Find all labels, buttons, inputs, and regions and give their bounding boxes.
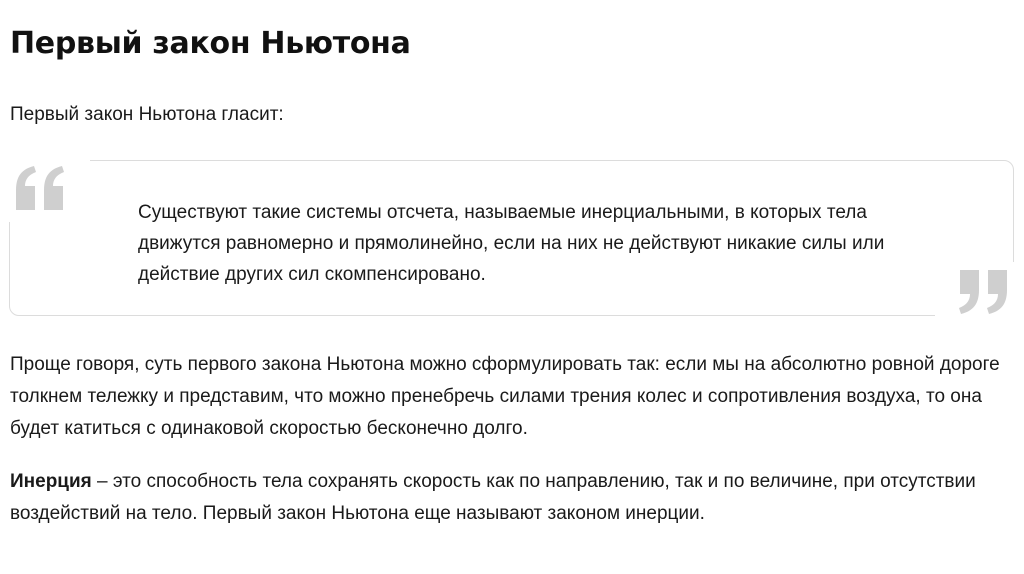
simplified-paragraph: Проще говоря, суть первого закона Ньютона можно сформулировать так: если мы на абсолютно ровной дороге толкнем тележку и представим, что можно пренебречь силами трения колес и сопротивления воздуха, то она будет катиться с одинаковой скоростью бесконечно долго. bbox=[10, 354, 1000, 439]
page-title: Первый закон Ньютона bbox=[10, 26, 411, 61]
inertia-term: Инерция bbox=[10, 471, 92, 492]
quote-open-icon bbox=[0, 160, 90, 222]
inertia-paragraph bbox=[10, 466, 1018, 530]
intro-text: Первый закон Ньютона гласит: bbox=[10, 104, 284, 125]
inertia-definition: – это способность тела сохранять скорость как по направлению, так и по величине, при отсутствии воздействий на тело. Первый закон Ньютона еще называют законом инерции. bbox=[10, 471, 976, 524]
quote-text: Существуют такие системы отсчета, называемые инерциальными, в которых тела движутся равномерно и прямолинейно, если на них не действуют никакие силы или действие других сил скомпенсировано. bbox=[138, 202, 885, 285]
quote-close-icon bbox=[935, 262, 1024, 324]
